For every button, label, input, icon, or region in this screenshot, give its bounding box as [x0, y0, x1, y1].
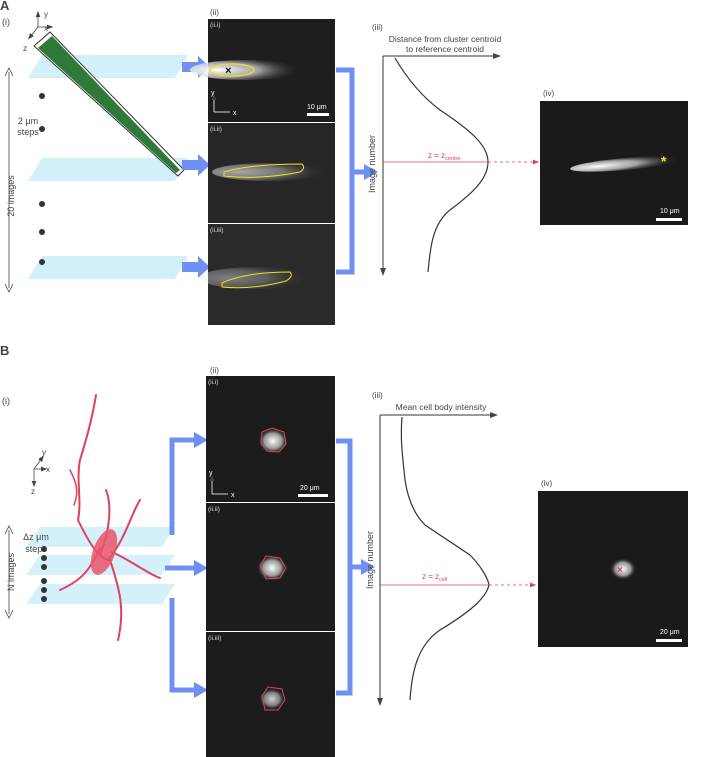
- panel-b-ii-label: (ii): [210, 366, 219, 375]
- route-arrow-bottom: [172, 598, 195, 690]
- micrograph-b-ii-ii: [206, 503, 335, 631]
- panel-a-iv-label: (iv): [543, 89, 555, 98]
- micrograph-a-ii-iii: [200, 224, 335, 325]
- axis-y-label: y: [42, 448, 46, 457]
- panel-b-iv-label: (iv): [541, 479, 553, 488]
- plot-title: Mean cell body intensity: [395, 402, 487, 412]
- axes-glyph-b: [31, 448, 50, 496]
- panel-a-letter: A: [0, 0, 10, 13]
- sub-label: (ii.i): [210, 22, 221, 29]
- plot-y-label: Image number: [365, 530, 375, 590]
- scale-bar: [298, 494, 328, 497]
- micrograph-a-ii-ii: [208, 123, 335, 223]
- svg-text:×: ×: [225, 65, 232, 77]
- centroid-marker: *: [661, 153, 667, 169]
- steps-size-label: Δz μm: [23, 532, 49, 542]
- plane-arrows: [182, 56, 210, 278]
- plot-title-2: to reference centroid: [406, 44, 484, 54]
- bracket-arrow-b: [336, 441, 362, 693]
- z-eq-label: $z = z_{cell}$: [422, 572, 448, 583]
- axis-x-label: x: [46, 465, 50, 474]
- scale-bar-label: 20 μm: [300, 485, 320, 492]
- scale-bar-label: 10 μm: [307, 104, 327, 111]
- sub-label: (ii.ii): [208, 506, 220, 513]
- micrograph-b-iv: [538, 491, 688, 647]
- plot-curve: [395, 58, 488, 272]
- focal-plane: [28, 256, 188, 279]
- panel-a-ii-label: (ii): [210, 8, 219, 17]
- panel-b-iii-label: (iii): [372, 391, 383, 400]
- plot-title-1: Distance from cluster centroid: [388, 34, 502, 44]
- micro-axis-x: x: [231, 492, 235, 499]
- micrograph-b-ii-i: [206, 376, 335, 502]
- scale-bar-label: 20 μm: [660, 629, 680, 636]
- sub-label: (ii.ii): [210, 126, 222, 133]
- sub-label: (ii.i): [208, 379, 219, 386]
- sub-label: (ii.iii): [208, 635, 222, 642]
- scale-bar: [656, 639, 682, 642]
- images-count-label: 20 images: [6, 175, 16, 217]
- plot-curve: [401, 417, 489, 700]
- axis-y-label: y: [44, 10, 48, 19]
- scale-bar: [307, 113, 329, 116]
- plot-y-label: Image number: [367, 134, 377, 194]
- axis-z-label: z: [23, 44, 27, 53]
- steps-word-label: steps: [25, 544, 47, 554]
- centroid-marker: ×: [617, 565, 623, 576]
- route-arrow-top: [172, 440, 195, 535]
- steps-size-label: 2 μm: [17, 116, 39, 126]
- micro-axis-y: y: [211, 90, 215, 97]
- panel-b-letter: B: [0, 343, 10, 358]
- panel-b-i-label: (i): [2, 396, 10, 406]
- steps-word-label: steps: [17, 127, 39, 137]
- focal-plane: [26, 584, 175, 604]
- micrograph-b-ii-iii: [206, 632, 335, 757]
- scale-bar: [656, 218, 682, 221]
- micrograph-a-iv: [540, 101, 688, 225]
- micro-axis-x: x: [233, 110, 237, 117]
- panel-a: [0, 0, 688, 325]
- scale-bar-label: 10 μm: [660, 208, 680, 215]
- micro-axis-y: y: [209, 470, 213, 477]
- panel-a-i-label: (i): [2, 17, 10, 27]
- sub-label: (ii.iii): [210, 227, 224, 234]
- axis-x-label: x: [44, 24, 48, 33]
- z-eq-label: $z = z_{centre}$: [428, 151, 461, 162]
- panel-a-iii-label: (iii): [372, 23, 383, 32]
- micrograph-a-ii-i: [190, 19, 335, 122]
- panel-b: [0, 343, 688, 757]
- images-count-label: N images: [6, 552, 16, 592]
- axis-z-label: z: [31, 487, 35, 496]
- bracket-arrow-a: [336, 70, 366, 272]
